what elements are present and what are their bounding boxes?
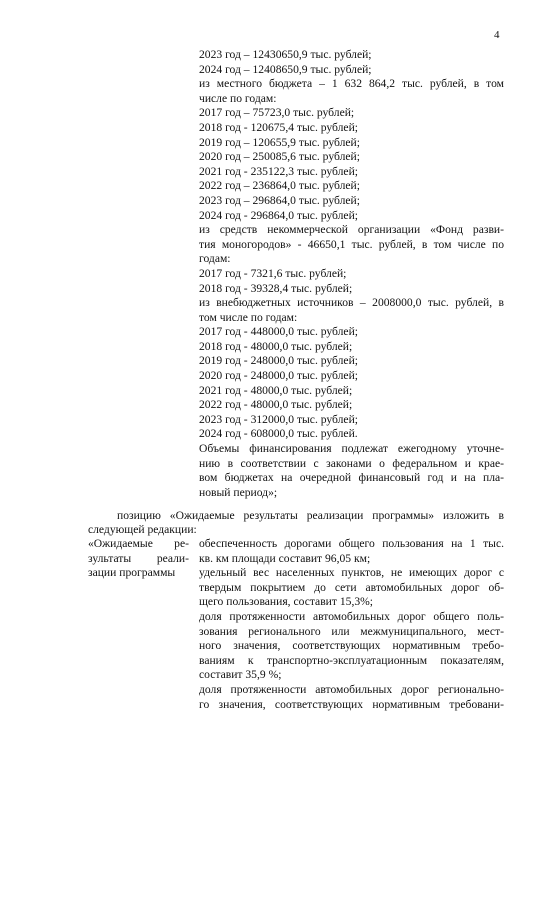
label-line: зультаты реали- — [88, 551, 189, 565]
financing-line: годам: — [199, 252, 231, 266]
result-line: зования регионального или межмуниципального, мест- — [199, 624, 504, 638]
label-line: «Ожидаемые ре- — [88, 537, 189, 550]
financing-line: тия моногородов» - 46650,1 тыс. рублей, в том числе по — [199, 237, 504, 251]
financing-line: новый период»; — [199, 485, 278, 499]
result-line: кв. км площади составит 96,05 км; — [199, 551, 371, 565]
financing-line: 2021 год - 48000,0 тыс. рублей; — [199, 383, 353, 397]
financing-line: 2022 год – 236864,0 тыс. рублей; — [199, 179, 360, 193]
financing-line: том числе по годам: — [199, 310, 298, 324]
financing-line: 2024 год – 12408650,9 тыс. рублей; — [199, 62, 372, 76]
financing-line: 2023 год - 312000,0 тыс. рублей; — [199, 412, 359, 426]
financing-line: 2020 год - 248000,0 тыс. рублей; — [199, 369, 359, 383]
financing-line: числе по годам: — [199, 91, 277, 105]
financing-line: нию в соответствии с законами о федеральном и крае- — [199, 456, 504, 470]
financing-line: из средств некоммерческой организации «Фонд разви- — [199, 223, 504, 237]
result-line: ного значения, соответствующих нормативным требо- — [199, 639, 504, 653]
expected-results-text — [199, 537, 504, 712]
result-line: обеспеченность дорогами общего пользования на 1 тыс. — [199, 537, 504, 550]
financing-line: 2024 год - 296864,0 тыс. рублей; — [199, 208, 359, 222]
result-line: го значения, соответствующих нормативным требовани- — [199, 697, 504, 711]
financing-line: 2018 год - 120675,4 тыс. рублей; — [199, 120, 359, 134]
result-line: твердым покрытием до сети автомобильных дорог об- — [199, 580, 504, 594]
expected-results-label — [88, 537, 189, 581]
financing-line: 2018 год - 39328,4 тыс. рублей; — [199, 281, 353, 295]
financing-line: 2019 год – 120655,9 тыс. рублей; — [199, 135, 360, 149]
label-line: зации программы — [88, 566, 176, 580]
financing-line: 2024 год - 608000,0 тыс. рублей. — [199, 427, 358, 441]
page-number: 4 — [494, 29, 500, 41]
financing-line: 2021 год - 235122,3 тыс. рублей; — [199, 164, 359, 178]
result-line: доля протяженности автомобильных дорог регионально- — [199, 682, 504, 696]
financing-line: 2017 год – 75723,0 тыс. рублей; — [199, 106, 355, 120]
financing-line: 2017 год - 448000,0 тыс. рублей; — [199, 325, 359, 339]
financing-line: Объемы финансирования подлежат ежегодному уточне- — [199, 442, 504, 456]
financing-line: из внебюджетных источников – 2008000,0 тыс. рублей, в — [199, 296, 504, 310]
financing-text-block — [199, 48, 504, 500]
financing-line: 2023 год – 12430650,9 тыс. рублей; — [199, 48, 372, 61]
financing-line: 2017 год - 7321,6 тыс. рублей; — [199, 266, 347, 280]
financing-line: 2022 год - 48000,0 тыс. рублей; — [199, 398, 353, 412]
result-line: ваниям к транспортно-эксплуатационным показателям, — [199, 653, 504, 667]
result-line: составит 35,9 %; — [199, 668, 282, 682]
result-line: удельный вес населенных пунктов, не имеющих дорог с — [199, 566, 504, 580]
financing-line: 2019 год - 248000,0 тыс. рублей; — [199, 354, 359, 368]
financing-line: 2018 год - 48000,0 тыс. рублей; — [199, 339, 353, 353]
result-line: щего пользования, составит 15,3%; — [199, 595, 374, 609]
financing-line: 2023 год – 296864,0 тыс. рублей; — [199, 193, 360, 207]
position-intro-line-1: позицию «Ожидаемые результаты реализации программы» изложить в — [117, 509, 504, 522]
financing-line: вом бюджетах на очередной финансовый год и на пла- — [199, 471, 504, 485]
financing-line: из местного бюджета – 1 632 864,2 тыс. рублей, в том — [199, 77, 504, 91]
position-intro-line-2: следующей редакции: — [88, 523, 197, 536]
financing-line: 2020 год – 250085,6 тыс. рублей; — [199, 150, 360, 164]
result-line: доля протяженности автомобильных дорог общего поль- — [199, 609, 504, 623]
